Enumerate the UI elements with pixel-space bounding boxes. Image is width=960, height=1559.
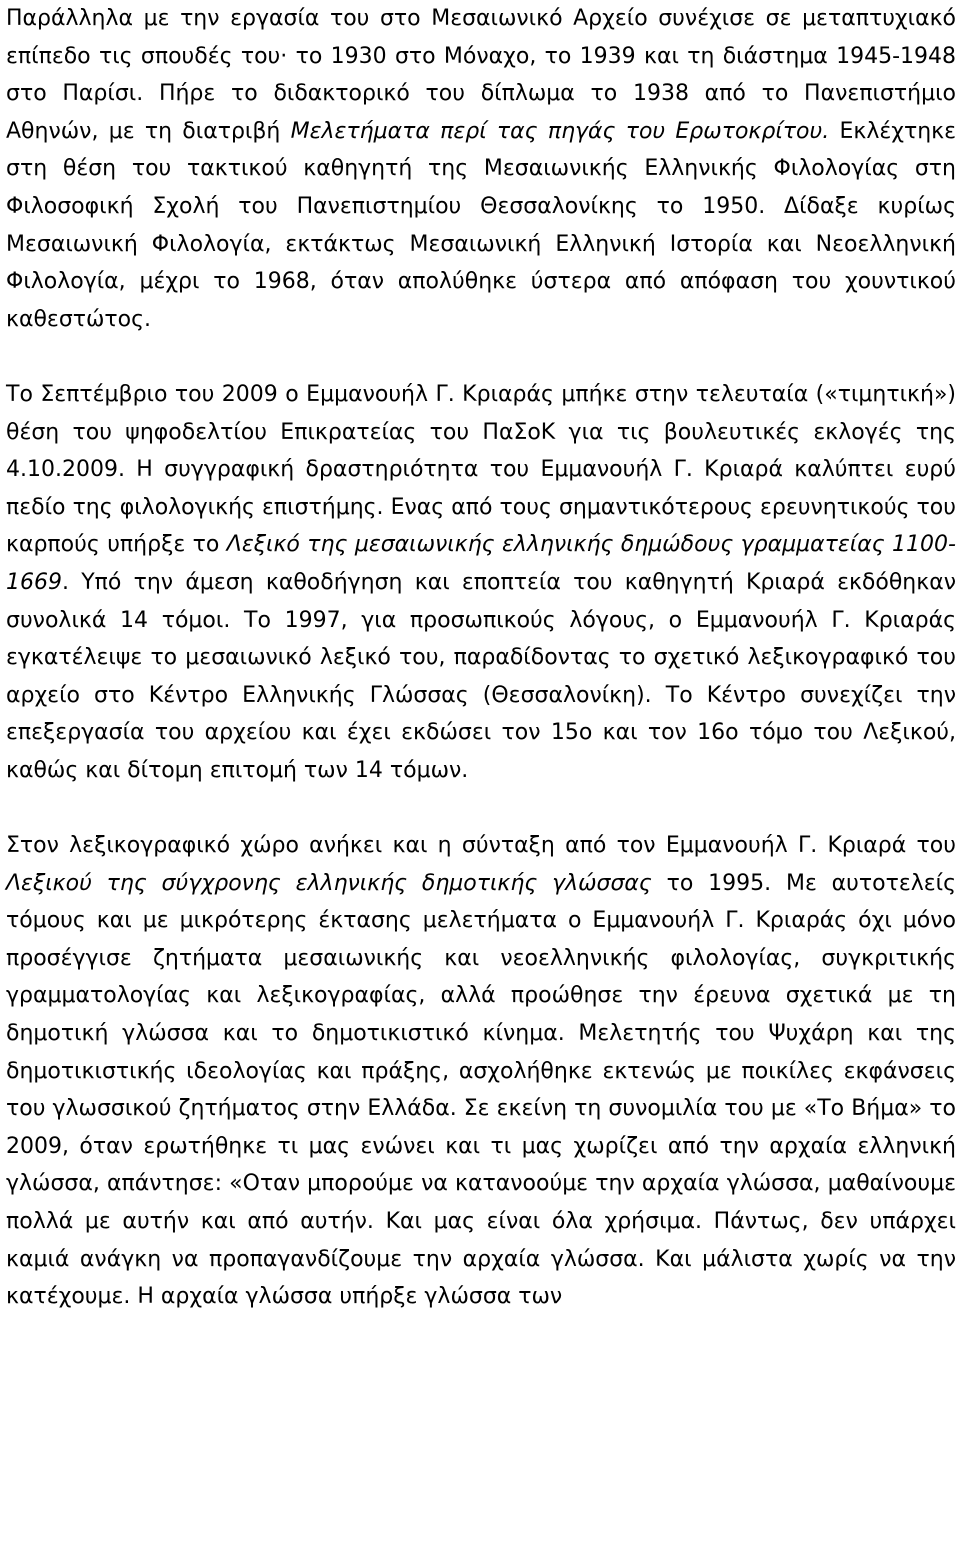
paragraph-2 [6, 376, 956, 790]
paragraph-2-text-a: Το Σεπτέμβριο του 2009 ο Εμμανουήλ Γ. Κριαράς μπήκε στην τελευταία («τιμητική») θέση του ψηφοδελτίου Επικρατείας του ΠαΣοΚ για τις βουλευτικές εκλογές της 4.10.2009. Η συγγραφική δραστηριότητα του Εμμανουήλ Γ. Κριαρά καλύπτει ευρύ πεδίο της φιλολογικής επιστήμης. Ενας από τους σημαντικότερους ερευνητικούς του καρπούς υπήρξε το [6, 381, 956, 558]
paragraph-2-italic-title: Λεξικό της μεσαιωνικής ελληνικής δημώδους γραμματείας 1100-1669 [6, 532, 956, 595]
paragraph-1-italic-title: Μελετήματα περί τας πηγάς του Ερωτοκρίτου. [290, 118, 830, 144]
paragraph-1-text-b: Εκλέχτηκε στη θέση του τακτικού καθηγητή της Μεσαιωνικής Ελληνικής Φιλολογίας στη Φιλοσοφική Σχολή του Πανεπιστημίου Θεσσαλονίκης το 1950. Δίδαξε κυρίως Μεσαιωνική Φιλολογία, εκτάκτως Μεσαιωνική Ελληνική Ιστορία και Νεοελληνική Φιλολογία, μέχρι το 1968, όταν απολύθηκε ύστερα από απόφαση του χουντικού καθεστώτος. [6, 118, 956, 332]
paragraph-2-text-b: . Υπό την άμεση καθοδήγηση και εποπτεία του καθηγητή Κριαρά εκδόθηκαν συνολικά 14 τόμοι. Το 1997, για προσωπικούς λόγους, ο Εμμανουήλ Γ. Κριαράς εγκατέλειψε το μεσαιωνικό λεξικό του, παραδίδοντας το σχετικό λεξικογραφικό του αρχείο στο Κέντρο Ελληνικής Γλώσσας (Θεσσαλονίκη). Το Κέντρο συνεχίζει την επεξεργασία του αρχείου και έχει εκδώσει τον 15ο και τον 16ο τόμο του Λεξικού, καθώς και δίτομη επιτομή των 14 τόμων. [6, 569, 956, 783]
paragraph-1-text-a: Παράλληλα με την εργασία του στο Μεσαιωνικό Αρχείο συνέχισε σε μεταπτυχιακό επίπεδο τις σπουδές του· το 1930 στο Μόναχο, το 1939 και τη διάστημα 1945-1948 στο Παρίσι. Πήρε το διδακτορικό του δίπλωμα το 1938 από το Πανεπιστήμιο Αθηνών, με τη διατριβή [6, 6, 956, 144]
paragraph-3 [6, 827, 956, 1316]
paragraph-3-text-b: το 1995. Με αυτοτελείς τόμους και με μικρότερης έκτασης μελετήματα ο Εμμανουήλ Γ. Κριαράς όχι μόνο προσέγγισε ζητήματα μεσαιωνικής και νεοελληνικής φιλολογίας, συγκριτικής γραμματολογίας και λεξικογραφίας, αλλά προώθησε την έρευνα σχετικά με τη δημοτική γλώσσα και το δημοτικιστικό κίνημα. Μελετητής του Ψυχάρη και της δημοτικιστικής ιδεολογίας και πράξης, ασχολήθηκε εκτενώς με ποικίλες εκφάνσεις του γλωσσικού ζητήματος στην Ελλάδα. Σε εκείνη τη συνομιλία του με «Το Βήμα» το 2009, όταν ερωτήθηκε τι μας ενώνει και τι μας χωρίζει από την αρχαία ελληνική γλώσσα, απάντησε: «Οταν μπορούμε να κατανοούμε την αρχαία γλώσσα, μαθαίνουμε πολλά με αυτήν και από αυτήν. Και μας είναι όλα χρήσιμα. Πάντως, δεν υπάρχει καμιά ανάγκη να προπαγανδίζουμε την αρχαία γλώσσα. Και μάλιστα χωρίς να την κατέχουμε. Η αρχαία γλώσσα υπήρξε γλώσσα των [6, 870, 957, 1310]
paragraph-3-text-a: Στον λεξικογραφικό χώρο ανήκει και η σύνταξη από τον Εμμανουήλ Γ. Κριαρά του [6, 833, 956, 859]
paragraph-3-italic-title: Λεξικού της σύγχρονης ελληνικής δημοτικής γλώσσας [6, 870, 652, 896]
paragraph-1 [6, 0, 956, 338]
